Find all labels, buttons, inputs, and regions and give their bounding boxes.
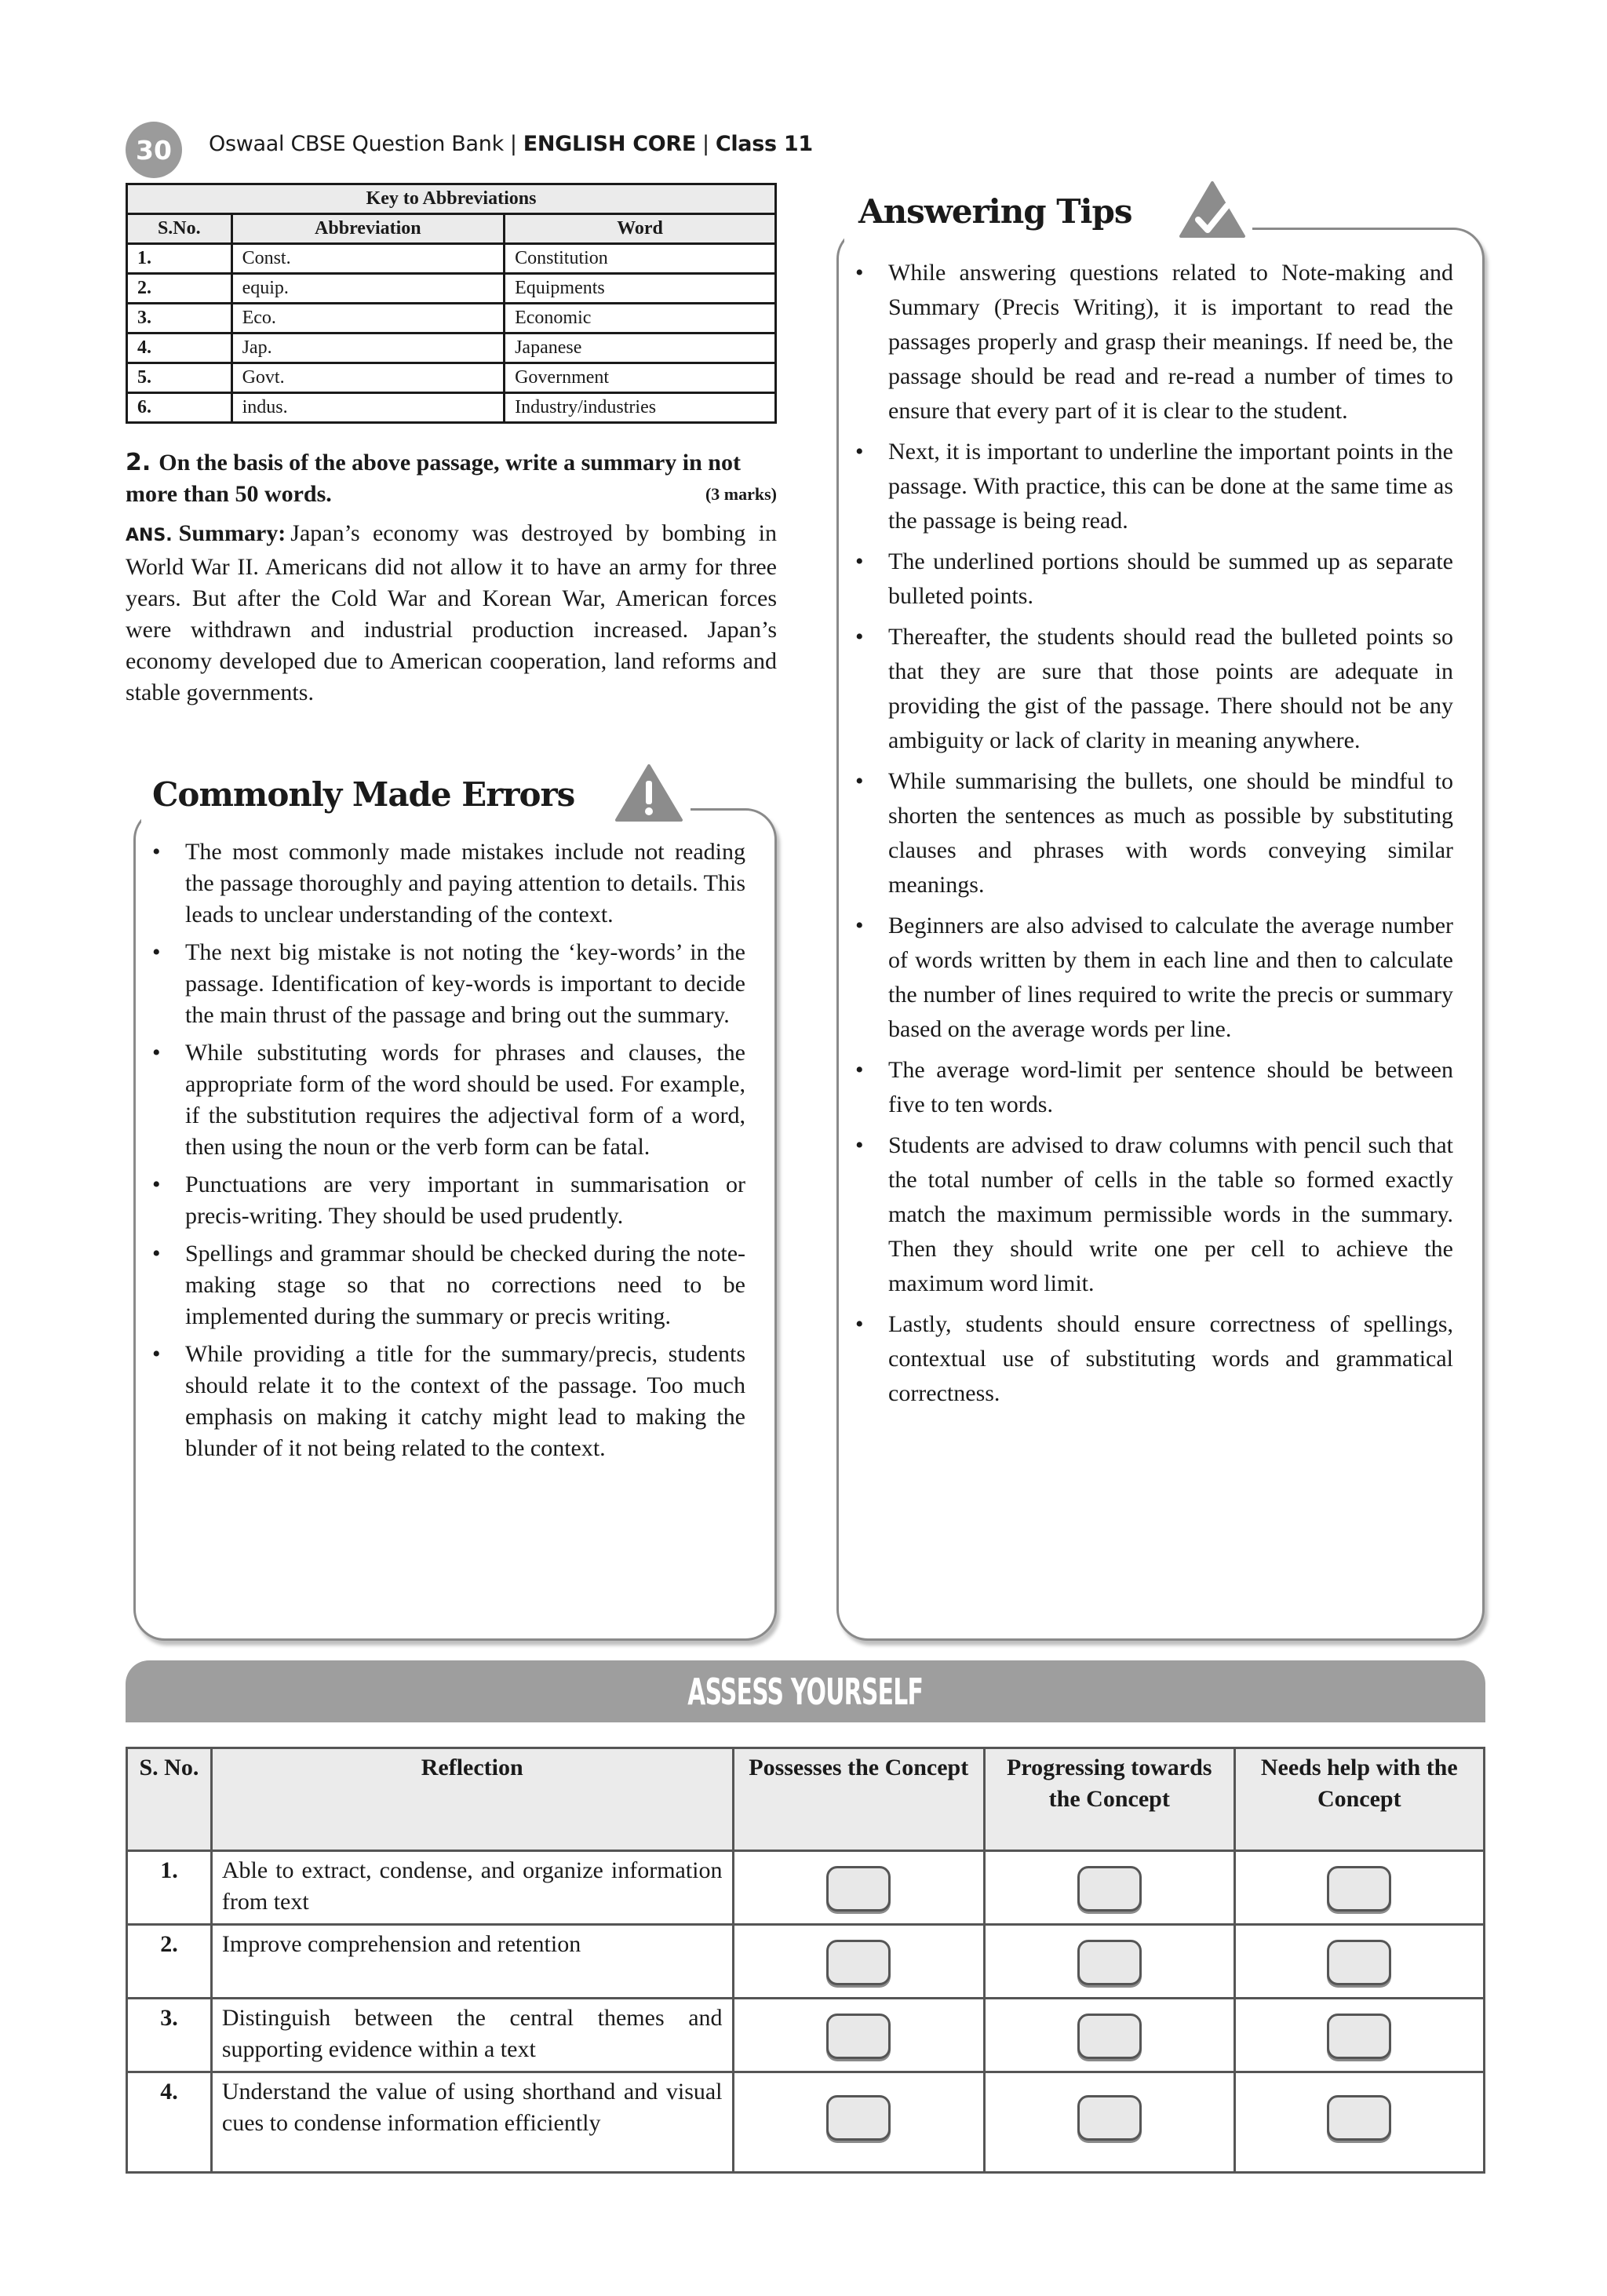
header-separator: | xyxy=(702,132,709,156)
question-2 xyxy=(126,447,777,510)
row-word: Industry/industries xyxy=(505,393,776,423)
abbreviations-table-title: Key to Abbreviations xyxy=(127,184,776,214)
column-header-sno: S.No. xyxy=(127,214,232,244)
list-item: • While substituting words for phrases and clauses, the appropriate form of the word should be used. For example, if the substitution requires the adjectival form of a word, then using the noun or the verb form can be fatal. xyxy=(141,1037,745,1163)
errors-list xyxy=(141,836,745,1471)
needs-help-checkbox[interactable] xyxy=(1327,1940,1391,1985)
check-triangle-icon xyxy=(1179,180,1246,239)
possesses-checkbox[interactable] xyxy=(826,2014,891,2059)
table-row xyxy=(127,363,776,393)
list-item: • Next, it is important to underline the important points in the passage. With practice, this can be done at the same time as the passage is being read. xyxy=(844,435,1453,538)
row-sno: 4. xyxy=(127,2072,212,2173)
row-sno: 3. xyxy=(127,304,232,333)
row-reflection: Distinguish between the central themes and supporting evidence within a text xyxy=(211,1999,733,2072)
list-item: • Punctuations are very important in summarisation or precis-writing. They should be used prudently. xyxy=(141,1169,745,1232)
column-header-reflection: Reflection xyxy=(211,1748,733,1851)
row-abbreviation: Const. xyxy=(231,244,505,274)
column-header-abbreviation: Abbreviation xyxy=(231,214,505,244)
answer-tag: ANS. xyxy=(126,526,173,545)
tips-list xyxy=(844,256,1453,1417)
row-sno: 3. xyxy=(127,1999,212,2072)
column-header-sno: S. No. xyxy=(127,1748,212,1851)
possesses-checkbox[interactable] xyxy=(826,1866,891,1912)
header-separator: | xyxy=(509,132,517,156)
needs-help-checkbox[interactable] xyxy=(1327,1866,1391,1912)
tips-box-title: Answering Tips xyxy=(847,192,1142,231)
question-marks: (3 marks) xyxy=(705,484,777,504)
row-sno: 2. xyxy=(127,274,232,304)
table-row xyxy=(127,1925,1485,1999)
summary-label: Summary: xyxy=(178,520,286,546)
row-reflection: Understand the value of using shorthand and visual cues to condense information efficiently xyxy=(211,2072,733,2173)
table-row xyxy=(127,2072,1485,2173)
assess-yourself-banner xyxy=(126,1660,1485,1722)
row-sno: 4. xyxy=(127,333,232,363)
table-row xyxy=(127,333,776,363)
list-item: • The underlined portions should be summed up as separate bulleted points. xyxy=(844,545,1453,614)
possesses-checkbox[interactable] xyxy=(826,2095,891,2141)
list-item: • While answering questions related to Note-making and Summary (Precis Writing), it is important to read the passages properly and grasp their meanings. If need be, the passage should be read and re-read a number of times to ensure that every part of it is clear to the student. xyxy=(844,256,1453,428)
list-item: • While providing a title for the summary/precis, students should relate it to the context of the passage. Too much emphasis on making it catchy might lead to making the blunder of it not being related to the context. xyxy=(141,1339,745,1464)
needs-help-checkbox[interactable] xyxy=(1327,2014,1391,2059)
table-row xyxy=(127,1999,1485,2072)
row-word: Economic xyxy=(505,304,776,333)
table-row xyxy=(127,1851,1485,1925)
answer-block xyxy=(126,518,777,709)
row-word: Equipments xyxy=(505,274,776,304)
column-header-word: Word xyxy=(505,214,776,244)
column-header-progressing: Progressing towards the Concept xyxy=(984,1748,1234,1851)
progressing-checkbox[interactable] xyxy=(1077,1940,1142,1985)
row-sno: 6. xyxy=(127,393,232,423)
row-sno: 1. xyxy=(127,1851,212,1925)
table-row xyxy=(127,304,776,333)
row-reflection: Able to extract, condense, and organize information from text xyxy=(211,1851,733,1925)
list-item: • The most commonly made mistakes include not reading the passage thoroughly and paying attention to details. This leads to unclear understanding of the context. xyxy=(141,836,745,931)
list-item: • Lastly, students should ensure correctness of spellings, contextual use of substituting words and grammatical correctness. xyxy=(844,1307,1453,1411)
list-item: • Thereafter, the students should read the bulleted points so that they are sure that those points are adequate in providing the gist of the passage. There should not be any ambiguity or lack of clarity in meaning anywhere. xyxy=(844,620,1453,758)
abbreviations-table xyxy=(126,183,777,424)
row-word: Government xyxy=(505,363,776,393)
list-item: • While summarising the bullets, one should be mindful to shorten the sentences as much as possible by substituting clauses and phrases with words conveying similar meanings. xyxy=(844,764,1453,902)
progressing-checkbox[interactable] xyxy=(1077,2095,1142,2141)
column-header-needs-help: Needs help with the Concept xyxy=(1234,1748,1484,1851)
row-abbreviation: Jap. xyxy=(231,333,505,363)
warning-triangle-icon xyxy=(614,764,683,822)
table-row xyxy=(127,244,776,274)
row-reflection: Improve comprehension and retention xyxy=(211,1925,733,1999)
question-text: On the basis of the above passage, write a summary in not more than 50 words. xyxy=(126,450,741,507)
answer-text: Japan’s economy was destroyed by bombing in World War II. Americans did not allow it to have an army for three years. But after the Cold War and Korean War, American forces were withdrawn and industrial production increased. Japan’s economy developed due to American cooperation, land reforms and stable governments. xyxy=(126,520,777,705)
row-sno: 5. xyxy=(127,363,232,393)
table-row xyxy=(127,393,776,423)
errors-box-title: Commonly Made Errors xyxy=(141,775,585,814)
class-label: Class 11 xyxy=(715,132,813,156)
page-number: 30 xyxy=(136,134,172,166)
question-number: 2. xyxy=(126,449,151,476)
progressing-checkbox[interactable] xyxy=(1077,1866,1142,1912)
assess-yourself-title: ASSESS YOURSELF xyxy=(687,1670,924,1713)
row-abbreviation: Govt. xyxy=(231,363,505,393)
assess-table xyxy=(126,1747,1485,2174)
column-header-possesses: Possesses the Concept xyxy=(733,1748,984,1851)
table-row xyxy=(127,274,776,304)
possesses-checkbox[interactable] xyxy=(826,1940,891,1985)
list-item: • Students are advised to draw columns with pencil such that the total number of cells in the table so formed exactly match the maximum permissible words in the summary. Then they should write one per cell to achieve the maximum word limit. xyxy=(844,1128,1453,1301)
list-item: • Beginners are also advised to calculate the average number of words written by them in each line and then to calculate the number of lines required to write the precis or summary based on the average words per line. xyxy=(844,909,1453,1047)
book-title: Oswaal CBSE Question Bank xyxy=(209,132,504,156)
running-header xyxy=(209,132,813,156)
subject-label: ENGLISH CORE xyxy=(523,132,697,156)
page-number-badge xyxy=(126,122,182,178)
row-sno: 1. xyxy=(127,244,232,274)
row-abbreviation: equip. xyxy=(231,274,505,304)
list-item: • The average word-limit per sentence should be between five to ten words. xyxy=(844,1053,1453,1122)
row-sno: 2. xyxy=(127,1925,212,1999)
row-abbreviation: indus. xyxy=(231,393,505,423)
row-word: Constitution xyxy=(505,244,776,274)
progressing-checkbox[interactable] xyxy=(1077,2014,1142,2059)
needs-help-checkbox[interactable] xyxy=(1327,2095,1391,2141)
row-word: Japanese xyxy=(505,333,776,363)
list-item: • Spellings and grammar should be checked during the note-making stage so that no corrections need to be implemented during the summary or precis writing. xyxy=(141,1238,745,1332)
list-item: • The next big mistake is not noting the ‘key-words’ in the passage. Identification of key-words is important to decide the main thrust of the passage and bring out the summary. xyxy=(141,937,745,1031)
row-abbreviation: Eco. xyxy=(231,304,505,333)
